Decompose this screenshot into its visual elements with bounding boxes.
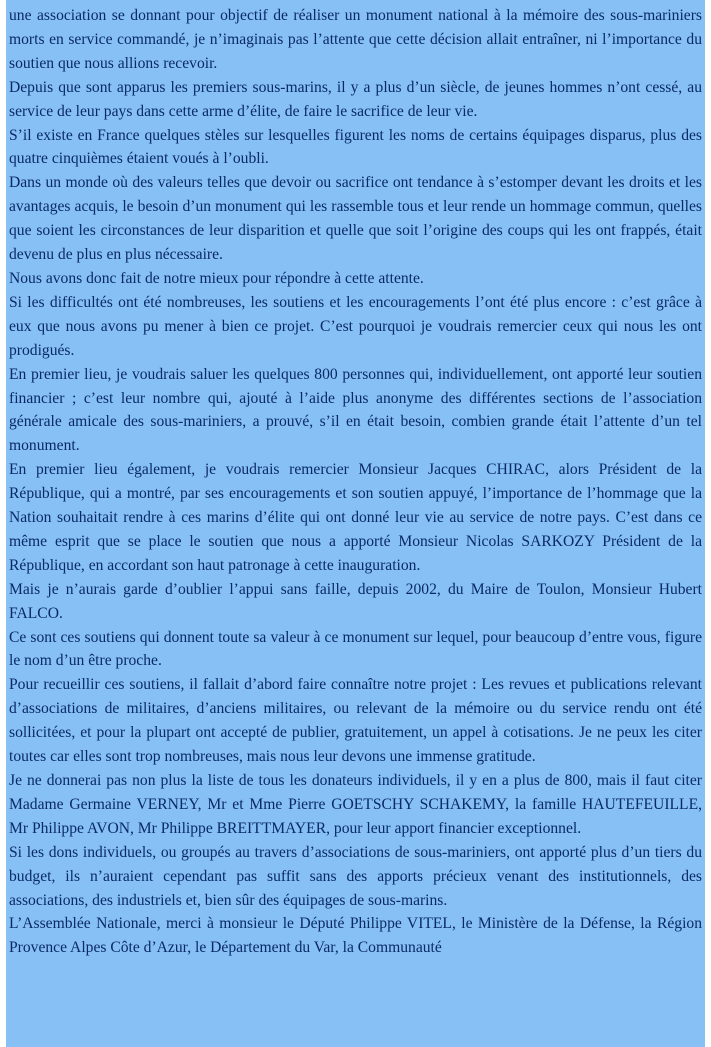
paragraph-presidents: En premier lieu également, je voudrais remercier Monsieur Jacques CHIRAC, alors Président de la République, qui a montré, par ses encouragements et son soutien appuyé, l’importance de l’hommage que la Nation souhaitait rendre à ces marins d’élite qui ont donné leur vie au service de notre pays. C’est dans ce même esprit que se place le soutien que nous a apporté Monsieur Nicolas SARKOZY Président de la République, en accordant son haut patronage à cette inauguration.: [9, 461, 702, 574]
document-page: [6, 0, 705, 1047]
paragraph-individual-donors: Je ne donnerai pas non plus la liste de tous les donateurs individuels, il y en a plus de 800, mais il faut citer Madame Germaine VERNEY, Mr et Mme Pierre GOETSCHY SCHAKEMY, la famille HAUTEFEUILLE, Mr Philippe AVON, Mr Philippe BREITTMAYER, pour leur apport financier exceptionnel.: [9, 772, 702, 837]
paragraph-publications: Pour recueillir ces soutiens, il fallait d’abord faire connaître notre projet : Les revues et publications relevant d’associations de militaires, d’anciens militaires, ou relevant de la mémoire ou du service rendu ont été sollicitées, et pour la plupart ont accepté de publier, gratuitement, un appel à cotisations. Je ne peux les citer toutes car elles sont trop nombreuses, mais nous leur devons une immense gratitude.: [9, 676, 702, 766]
paragraph-mayor: Mais je n’aurais garde d’oublier l’appui sans faille, depuis 2002, du Maire de Toulon, Monsieur Hubert FALCO.: [9, 580, 702, 622]
paragraph-difficulties: Si les difficultés ont été nombreuses, les soutiens et les encouragements l’ont été plus encore : c’est grâce à eux que nous avons pu mener à bien ce projet. C’est pourquoi je voudrais remercier ceux qui nous les ont prodigués.: [9, 293, 702, 359]
paragraph-institutions: Si les dons individuels, ou groupés au travers d’associations de sous-mariniers, ont apporté plus d’un tiers du budget, ils n’auraient cependant pas suffit sans des apports précieux venant des institutionnels, des associations, des industriels et, bien sûr des équipages de sous-marins.: [9, 843, 702, 909]
paragraph-donors-800: En premier lieu, je voudrais saluer les quelques 800 personnes qui, individuellement, ont apporté leur soutien financier ; c’est leur nombre qui, ajouté à l’aide plus anonyme des différentes sections de l’association générale amicale des sous-mariniers, a prouvé, s’il en était besoin, combien grande était l’attente d’un tel monument.: [9, 365, 702, 455]
paragraph-assembly: L’Assemblée Nationale, merci à monsieur le Député Philippe VITEL, le Ministère de la Défense, la Région Provence Alpes Côte d’Azur, le Département du Var, la Communauté: [9, 915, 702, 957]
paragraph-response: Nous avons donc fait de notre mieux pour répondre à cette attente.: [9, 269, 424, 287]
paragraph-values: Dans un monde où des valeurs telles que devoir ou sacrifice ont tendance à s’estomper devant les droits et les avantages acquis, le besoin d’un monument qui les rassemble tous et leur rende un hommage commun, quelles que soient les circonstances de leur disparition et quelle que soit l’origine des coups qui les ont frappés, était devenu de plus en plus nécessaire.: [9, 174, 702, 264]
paragraph-steles: S’il existe en France quelques stèles sur lesquelles figurent les noms de certains équipages disparus, plus des quatre cinquièmes étaient voués à l’oubli.: [9, 126, 702, 168]
paragraph-intro: une association se donnant pour objectif de réaliser un monument national à la mémoire des sous-mariniers morts en service commandé, je n’imaginais pas l’attente que cette décision allait entraîner, ni l’importance du soutien que nous allions recevoir.: [9, 7, 702, 72]
paragraph-value: Ce sont ces soutiens qui donnent toute sa valeur à ce monument sur lequel, pour beaucoup d’entre vous, figure le nom d’un être proche.: [9, 628, 702, 670]
paragraph-history: Depuis que sont apparus les premiers sous-marins, il y a plus d’un siècle, de jeunes hommes n’ont cessé, au service de leur pays dans cette arme d’élite, de faire le sacrifice de leur vie.: [9, 78, 702, 120]
